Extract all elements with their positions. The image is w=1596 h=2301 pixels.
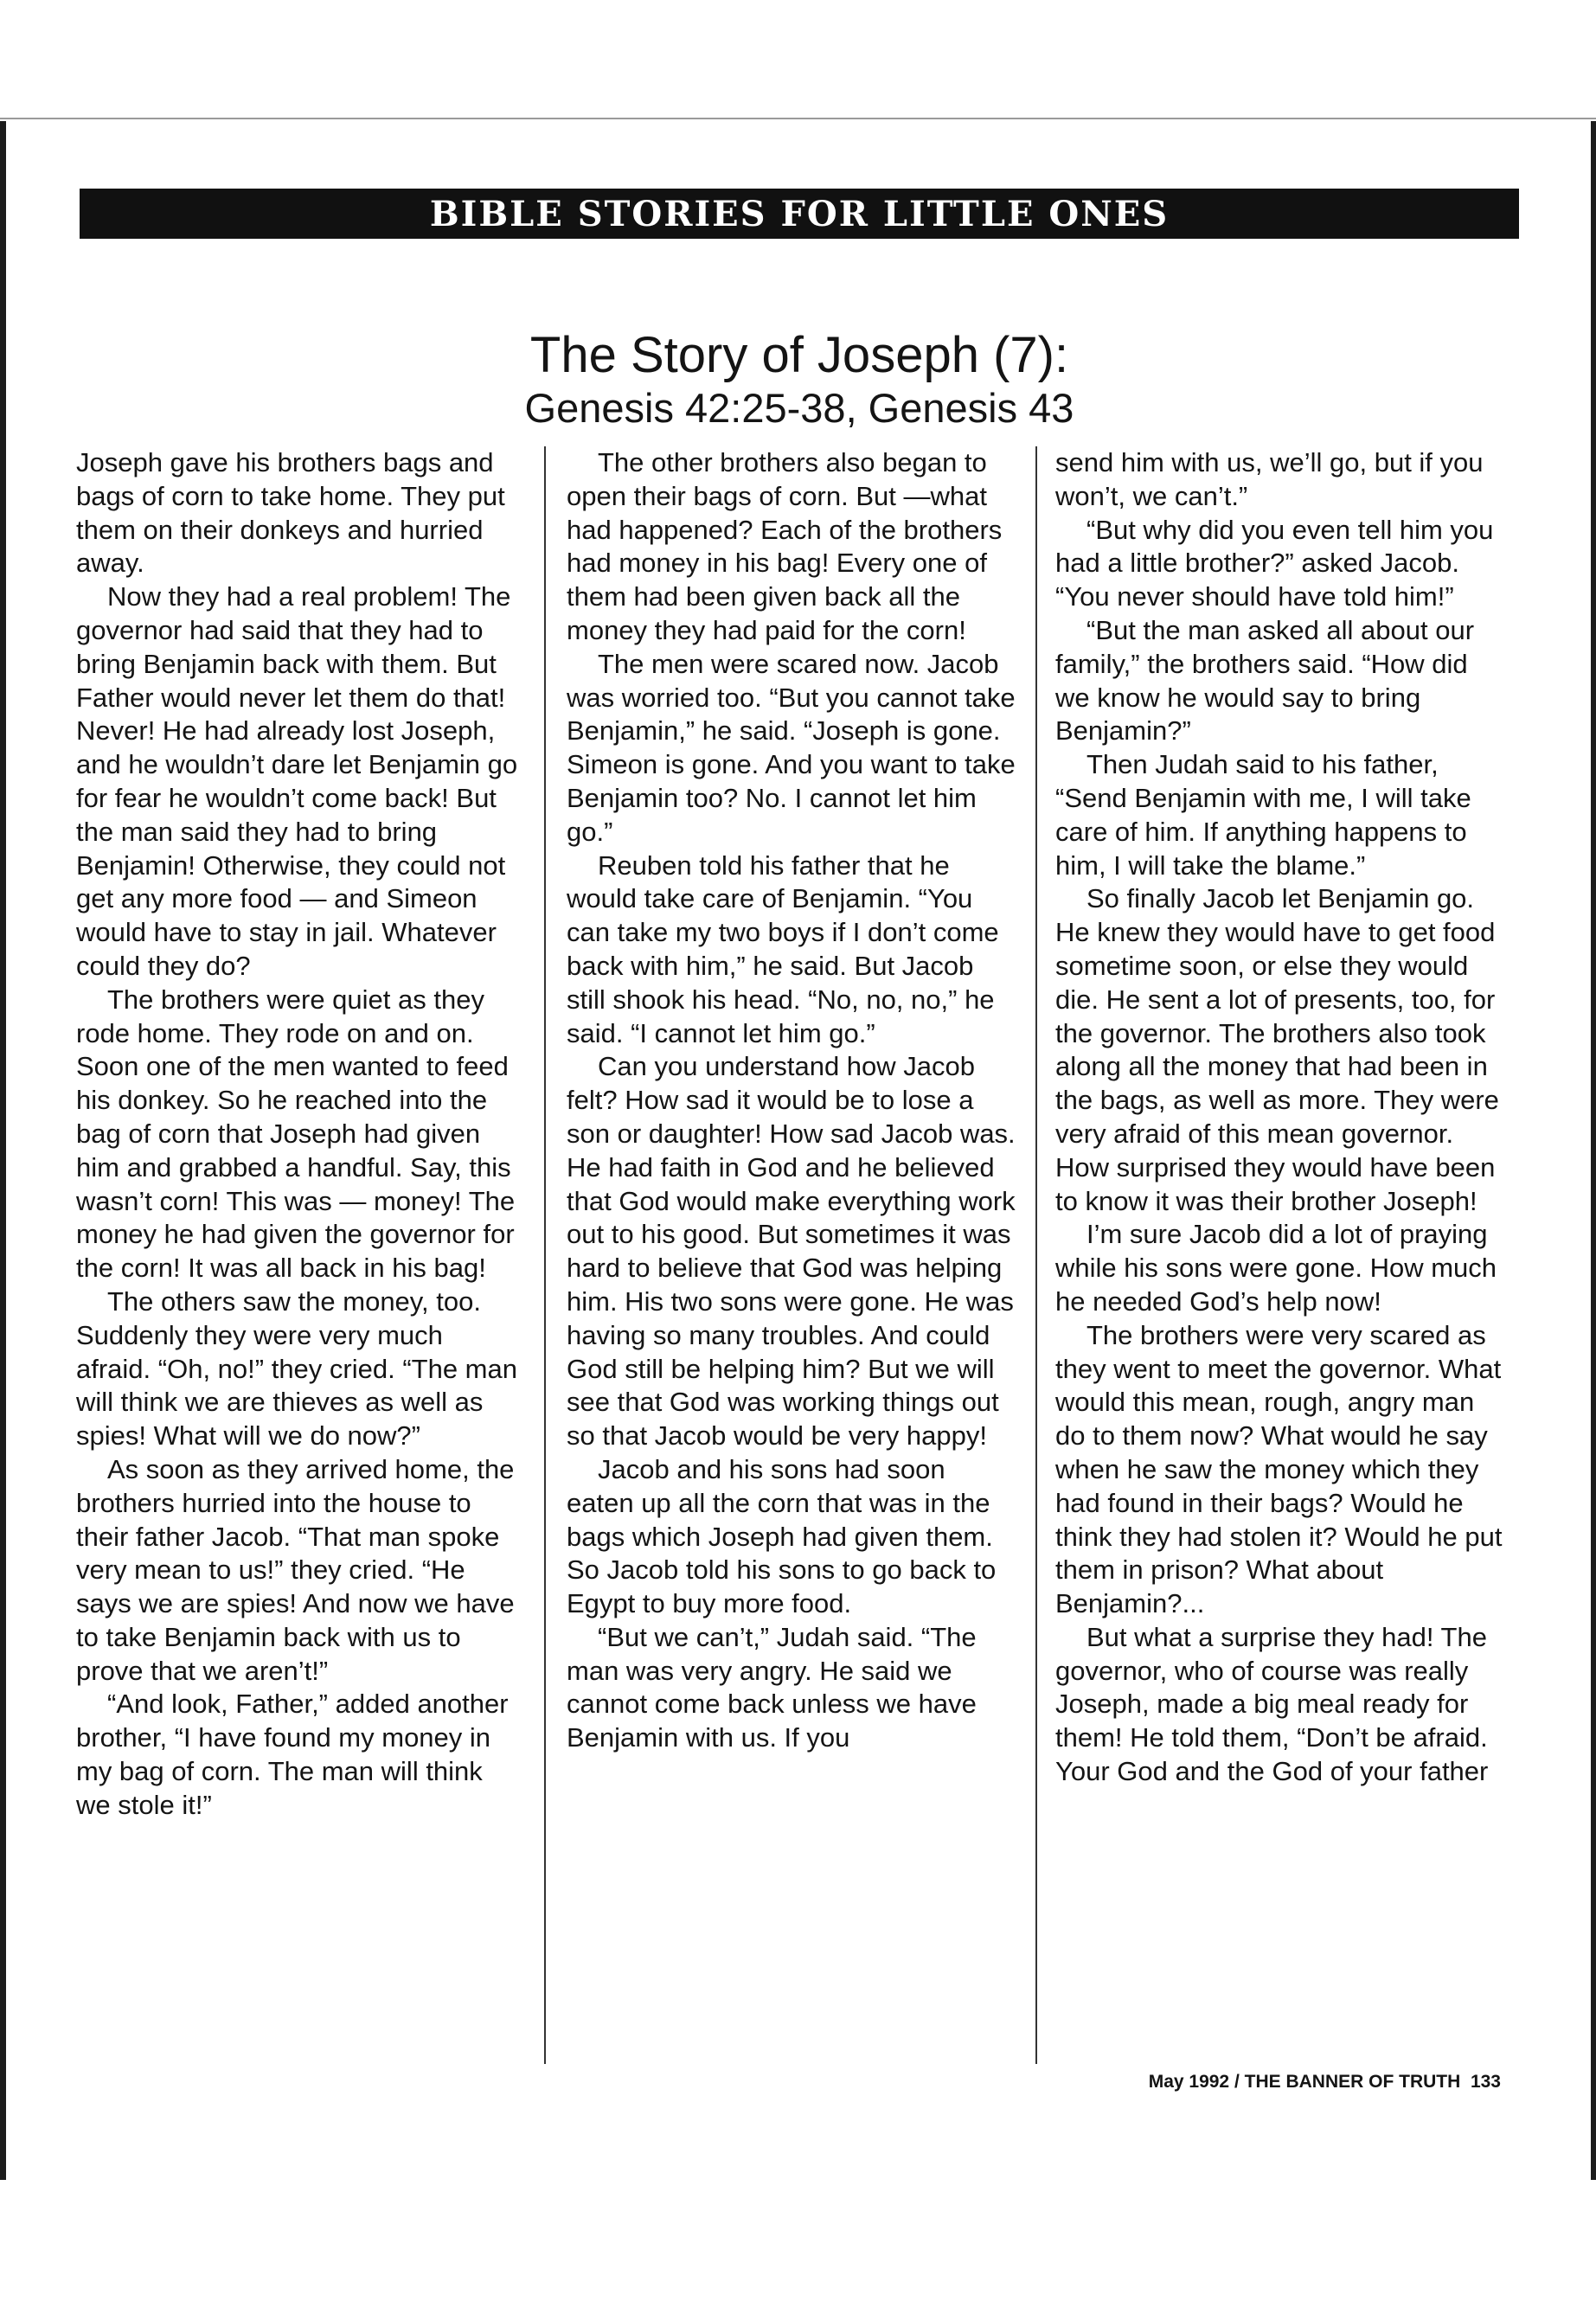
scan-edge-left: [0, 121, 6, 2180]
paragraph: Reuben told his father that he would take care of Benjamin. “You can take my two boys if I don’t come back with him,” he said. But Jacob still shook his head. “No, no, no,” he said. “I cannot let him go.”: [567, 849, 999, 1048]
paragraph: “But we can’t,” Judah said. “The man was very angry. He said we cannot come back unless we have Benjamin with us. If you: [567, 1621, 977, 1753]
text-column-1: [76, 446, 523, 1823]
story-subtitle: Genesis 42:25-38, Genesis 43: [524, 385, 1074, 431]
text-column-3: [1055, 446, 1503, 1789]
column-divider-2: [1035, 446, 1037, 2064]
paragraph: The brothers were very scared as they went to meet the governor. What would this mean, rough, angry man do to them now? What would he say when he saw the money which they had found in their bags? Would he think they had stolen it? Would he put them in prison? What about Benjamin?...: [1055, 1319, 1503, 1619]
paragraph: The other brothers also began to open their bags of corn. But —what had happened? Each of the brothers had money in his bag! Every one of them had been given back all the money they had paid for the corn!: [567, 447, 1003, 645]
paragraph: Jacob and his sons had soon eaten up all the corn that was in the bags which Joseph had given them. So Jacob told his sons to go back to Egypt to buy more food.: [567, 1453, 997, 1619]
footer-page-number: 133: [1470, 2072, 1501, 2092]
footer-date: May 1992: [1148, 2072, 1230, 2092]
paragraph: “But the man asked all about our family,” the brothers said. “How did we know he would say to bring Benjamin?”: [1055, 614, 1475, 747]
story-title: The Story of Joseph (7):: [529, 327, 1069, 383]
paragraph: send him with us, we’ll go, but if you won’t, we can’t.”: [1055, 447, 1484, 511]
paragraph: The brothers were quiet as they rode home. They rode on and on. Soon one of the men wanted to feed his donkey. So he reached into the bag of corn that Joseph had given him and grabbed a handful. Say, this wasn’t corn! This was — money! The money he had given the governor for the corn! It was all back in his bag!: [76, 984, 516, 1284]
text-column-2: [567, 446, 1016, 1755]
paragraph: So finally Jacob let Benjamin go. He knew they would have to get food sometime soon, or else they would die. He sent a lot of presents, too, for the governor. The brothers also took along all the money that had been in the bags, as well as more. They were very afraid of this mean governor. How surprised they would have been to know it was their brother Joseph!: [1055, 883, 1499, 1216]
story-title-block: [484, 327, 1114, 433]
paragraph: The men were scared now. Jacob was worried too. “But you cannot take Benjamin,” he said. “Joseph is gone. Simeon is gone. And you want to take Benjamin too? No. I cannot let him go.”: [567, 648, 1016, 847]
top-scan-rule: [0, 118, 1596, 119]
scan-edge-right: [1591, 121, 1596, 2180]
paragraph: The others saw the money, too. Suddenly they were very much afraid. “Oh, no!” they cried. “The man will think we are thieves as well as spies! What will we do now?”: [76, 1285, 517, 1452]
section-banner: BIBLE STORIES FOR LITTLE ONES: [80, 189, 1519, 239]
paragraph: Now they had a real problem! The governor had said that they had to bring Benjamin back with them. But Father would never let them do that! Never! He had already lost Joseph, and he wouldn’t dare let Benjamin go for fear he wouldn’t come back! But the man said they had to bring Benjamin! Otherwise, they could not get any more food — and Simeon would have to stay in jail. Whatever could they do?: [76, 581, 518, 981]
page-footer: May 1992 / THE BANNER OF TRUTH 133: [1148, 2072, 1501, 2092]
paragraph: Joseph gave his brothers bags and bags of corn to take home. They put them on their donkeys and hurried away.: [76, 447, 505, 579]
column-divider-1: [544, 446, 546, 2064]
paragraph: “And look, Father,” added another brother, “I have found my money in my bag of corn. The man will think we stole it!”: [76, 1689, 509, 1820]
paragraph: Can you understand how Jacob felt? How sad it would be to lose a son or daughter! How sad Jacob was. He had faith in God and he believed that God would make everything work out to his good. But sometimes it was hard to believe that God was helping him. His two sons were gone. He was having so many troubles. And could God still be helping him? But we will see that God was working things out so that Jacob would be very happy!: [567, 1051, 1016, 1452]
paragraph: Then Judah said to his father, “Send Benjamin with me, I will take care of him. If anything happens to him, I will take the blame.”: [1055, 749, 1471, 881]
footer-publication: THE BANNER OF TRUTH: [1244, 2072, 1461, 2092]
paragraph: But what a surprise they had! The governor, who of course was really Joseph, made a big meal ready for them! He told them, “Don’t be afraid. Your God and the God of your father: [1055, 1621, 1489, 1787]
paragraph: “But why did you even tell him you had a little brother?” asked Jacob. “You never should have told him!”: [1055, 514, 1494, 612]
paragraph: As soon as they arrived home, the brothers hurried into the house to their father Jacob. “That man spoke very mean to us!” they cried. “He says we are spies! And now we have to take Benjamin back with us to prove that we aren’t!”: [76, 1453, 515, 1686]
paragraph: I’m sure Jacob did a lot of praying while his sons were gone. How much he needed God’s help now!: [1055, 1219, 1497, 1317]
